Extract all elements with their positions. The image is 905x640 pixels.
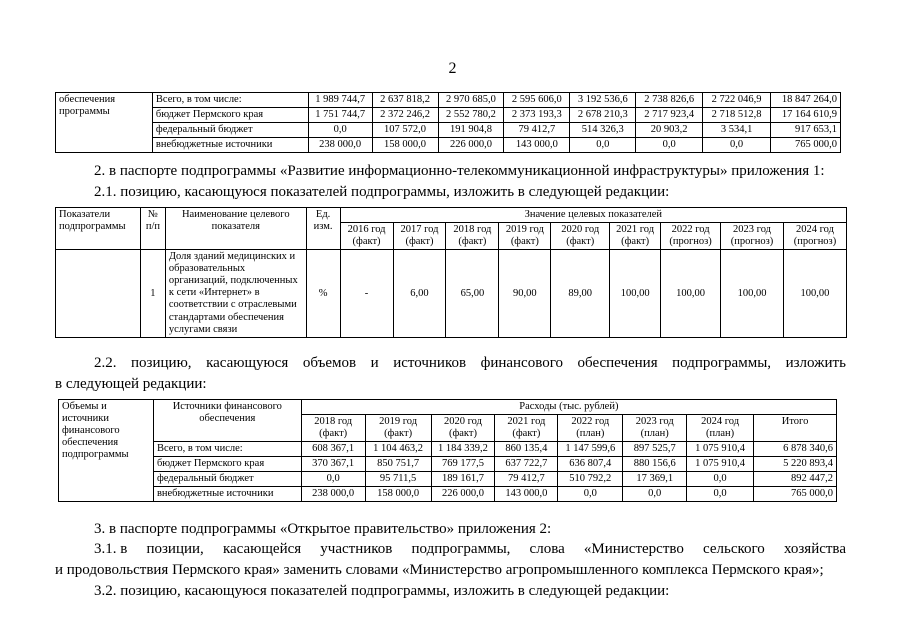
- word: участников: [320, 541, 393, 557]
- t2-row-unit: %: [306, 250, 340, 338]
- t3-row: [59, 442, 837, 457]
- t2-value: 100,00: [610, 250, 661, 338]
- t3-year-header: 2023 год (план): [623, 415, 687, 442]
- t1-cell: 2 738 826,6: [636, 93, 703, 108]
- paragraph-3-2: 3.2. позицию, касающуюся показателей подпрограммы, изложить в следующей редакции:: [94, 583, 670, 599]
- word: «Министерство: [583, 541, 684, 557]
- t1-cell: 0,0: [703, 138, 771, 153]
- t1-cell: 158 000,0: [372, 138, 438, 153]
- t1-cell: 107 572,0: [372, 123, 438, 138]
- t3-cell: 1 147 599,6: [558, 442, 623, 457]
- t2-value: 100,00: [661, 250, 721, 338]
- t1-row: [56, 93, 841, 108]
- t2-header-number: № п/п: [140, 208, 165, 250]
- word: 3.1. в: [94, 541, 128, 557]
- t1-cell: 0,0: [636, 138, 703, 153]
- t3-row-name: бюджет Пермского края: [153, 457, 301, 472]
- t2-year-header: 2022 год (прогноз): [661, 223, 721, 250]
- t1-cell: 514 326,3: [570, 123, 636, 138]
- t2-value: 100,00: [783, 250, 846, 338]
- t2-year-header: 2023 год (прогноз): [721, 223, 784, 250]
- t3-year-header: 2020 год (факт): [431, 415, 495, 442]
- paragraph-3-1: [94, 541, 846, 558]
- t1-cell: 0,0: [308, 123, 372, 138]
- word: касающуюся: [206, 355, 289, 371]
- t3-cell: 637 722,7: [495, 457, 558, 472]
- t2-year-header: 2024 год (прогноз): [783, 223, 846, 250]
- t3-year-header: 2018 год (факт): [301, 415, 365, 442]
- t3-row: [59, 457, 837, 472]
- t2-year-header: 2019 год (факт): [499, 223, 551, 250]
- word: слова: [529, 541, 565, 557]
- t1-row-name: бюджет Пермского края: [152, 108, 308, 123]
- word: финансового: [480, 355, 563, 371]
- funding-sources-table: [58, 399, 837, 502]
- t1-cell: 79 412,7: [504, 123, 570, 138]
- t1-cell: 1 989 744,7: [308, 93, 372, 108]
- t3-cell: 769 177,5: [431, 457, 495, 472]
- t1-label-line: обеспечения: [59, 94, 116, 105]
- t3-cell: 0,0: [623, 487, 687, 502]
- t3-cell: 17 369,1: [623, 472, 687, 487]
- t3-cell: 158 000,0: [365, 487, 431, 502]
- word: позицию,: [131, 355, 192, 371]
- paragraph-3: 3. в паспорте подпрограммы «Открытое правительство» приложения 2:: [94, 521, 552, 537]
- t1-cell: 2 372 246,2: [372, 108, 438, 123]
- t3-cell: 860 135,4: [495, 442, 558, 457]
- t1-row: [56, 138, 841, 153]
- t2-year-header: 2018 год (факт): [446, 223, 499, 250]
- t3-cell: 0,0: [687, 472, 754, 487]
- t1-cell: 2 718 512,8: [703, 108, 771, 123]
- paragraph-2-2: [94, 355, 846, 372]
- word: изложить: [785, 355, 846, 371]
- t1-cell: 0,0: [570, 138, 636, 153]
- t1-cell: 2 678 210,3: [570, 108, 636, 123]
- t3-cell: 765 000,0: [754, 487, 837, 502]
- t2-row-number: 1: [140, 250, 165, 338]
- t2-value: -: [340, 250, 393, 338]
- t3-row: [59, 487, 837, 502]
- t3-row-name: Всего, в том числе:: [153, 442, 301, 457]
- word: подпрограммы,: [672, 355, 772, 371]
- t3-label: Объемы и источники финансового обеспечения подпрограммы: [59, 400, 154, 502]
- t2-value: 6,00: [393, 250, 446, 338]
- t2-header-name: Наименование целевого показателя: [165, 208, 306, 250]
- t2-year-header: 2017 год (факт): [393, 223, 446, 250]
- t1-cell: 2 637 818,2: [372, 93, 438, 108]
- t1-cell: 3 534,1: [703, 123, 771, 138]
- t3-cell: 238 000,0: [301, 487, 365, 502]
- page-number: 2: [448, 60, 457, 77]
- t1-cell: 2 373 193,3: [504, 108, 570, 123]
- t2-value: 65,00: [446, 250, 499, 338]
- word: касающейся: [222, 541, 302, 557]
- word: объемов: [302, 355, 357, 371]
- t3-cell: 0,0: [558, 487, 623, 502]
- t1-row: [56, 108, 841, 123]
- word: позиции,: [146, 541, 204, 557]
- t3-cell: 0,0: [301, 472, 365, 487]
- t1-cell: 238 000,0: [308, 138, 372, 153]
- t1-cell: 2 970 685,0: [438, 93, 504, 108]
- t3-cell: 370 367,1: [301, 457, 365, 472]
- t1-cell: 191 904,8: [438, 123, 504, 138]
- paragraph-2-1: 2.1. позицию, касающуюся показателей подпрограммы, изложить в следующей редакции:: [94, 184, 670, 200]
- t3-year-header: Итого: [754, 415, 837, 442]
- t3-year-header: 2022 год (план): [558, 415, 623, 442]
- t1-cell: 765 000,0: [771, 138, 841, 153]
- t3-cell: 636 807,4: [558, 457, 623, 472]
- t2-value: 90,00: [499, 250, 551, 338]
- t3-cell: 510 792,2: [558, 472, 623, 487]
- t2-value: 89,00: [551, 250, 610, 338]
- t3-cell: 1 104 463,2: [365, 442, 431, 457]
- t3-year-header: 2024 год (план): [687, 415, 754, 442]
- t2-header-unit: Ед. изм.: [306, 208, 340, 250]
- t1-row: [56, 123, 841, 138]
- t1-cell: 20 903,2: [636, 123, 703, 138]
- t1-body: [56, 93, 841, 153]
- t1-cell: 18 847 264,0: [771, 93, 841, 108]
- t2-year-header: 2020 год (факт): [551, 223, 610, 250]
- t1-cell: 2 717 923,4: [636, 108, 703, 123]
- t3-cell: 6 878 340,6: [754, 442, 837, 457]
- t3-cell: 1 184 339,2: [431, 442, 495, 457]
- t3-cell: 850 751,7: [365, 457, 431, 472]
- t1-cell: 2 722 046,9: [703, 93, 771, 108]
- t3-row-name: федеральный бюджет: [153, 472, 301, 487]
- t2-header-values: Значение целевых показателей: [340, 208, 846, 223]
- t2-year-header: 2021 год (факт): [610, 223, 661, 250]
- t2-header-indicators: Показатели подпрограммы: [56, 208, 141, 250]
- t3-cell: 880 156,6: [623, 457, 687, 472]
- word: хозяйства: [783, 541, 846, 557]
- t1-cell: 143 000,0: [504, 138, 570, 153]
- word: и: [370, 355, 379, 371]
- word: подпрограммы,: [411, 541, 511, 557]
- t3-cell: 95 711,5: [365, 472, 431, 487]
- word: сельского: [703, 541, 765, 557]
- t2-row-name: Доля зданий медицинских и образовательных организаций, подключенных к сети «Интернет» в соответствии с отраслевыми стандартами обеспечения услугами связи: [165, 250, 306, 338]
- t1-cell: 2 595 606,0: [504, 93, 570, 108]
- t2-empty-cell: [56, 250, 141, 338]
- t3-cell: 608 367,1: [301, 442, 365, 457]
- word: источников: [393, 355, 467, 371]
- t1-cell: 1 751 744,7: [308, 108, 372, 123]
- paragraph-3-1-continued: и продовольствия Пермского края» заменить словами «Министерство агропромышленного комплекса Пермского края»;: [55, 562, 824, 578]
- t3-row-name: внебюджетные источники: [153, 487, 301, 502]
- t3-year-header: 2019 год (факт): [365, 415, 431, 442]
- t3-row: [59, 472, 837, 487]
- t1-cell: 917 653,1: [771, 123, 841, 138]
- t3-header-expenses: Расходы (тыс. рублей): [301, 400, 836, 415]
- funding-table-continued: [55, 92, 841, 153]
- t3-header-sources: Источники финансового обеспечения: [153, 400, 301, 442]
- t3-cell: 143 000,0: [495, 487, 558, 502]
- t1-cell: 17 164 610,9: [771, 108, 841, 123]
- word: 2.2.: [94, 355, 117, 371]
- t1-cell: 226 000,0: [438, 138, 504, 153]
- t3-cell: 1 075 910,4: [687, 457, 754, 472]
- t1-label-line: программы: [59, 106, 110, 118]
- t1-row-name: федеральный бюджет: [152, 123, 308, 138]
- t1-row-name: внебюджетные источники: [152, 138, 308, 153]
- t3-year-header: 2021 год (факт): [495, 415, 558, 442]
- t1-row-name: Всего, в том числе:: [152, 93, 308, 108]
- t3-cell: 0,0: [687, 487, 754, 502]
- paragraph-2: 2. в паспорте подпрограммы «Развитие информационно-телекоммуникационной инфраструктуры» приложения 1:: [94, 163, 825, 179]
- word: обеспечения: [577, 355, 658, 371]
- t3-cell: 79 412,7: [495, 472, 558, 487]
- t1-cell: 3 192 536,6: [570, 93, 636, 108]
- t3-cell: 189 161,7: [431, 472, 495, 487]
- t3-cell: 5 220 893,4: [754, 457, 837, 472]
- t2-value: 100,00: [721, 250, 784, 338]
- t3-cell: 226 000,0: [431, 487, 495, 502]
- t3-cell: 892 447,2: [754, 472, 837, 487]
- t1-cell: 2 552 780,2: [438, 108, 504, 123]
- t3-cell: 897 525,7: [623, 442, 687, 457]
- indicators-table: [55, 207, 847, 338]
- t3-cell: 1 075 910,4: [687, 442, 754, 457]
- paragraph-2-2-continued: в следующей редакции:: [55, 376, 207, 392]
- t1-label: [56, 93, 153, 153]
- t2-year-header: 2016 год (факт): [340, 223, 393, 250]
